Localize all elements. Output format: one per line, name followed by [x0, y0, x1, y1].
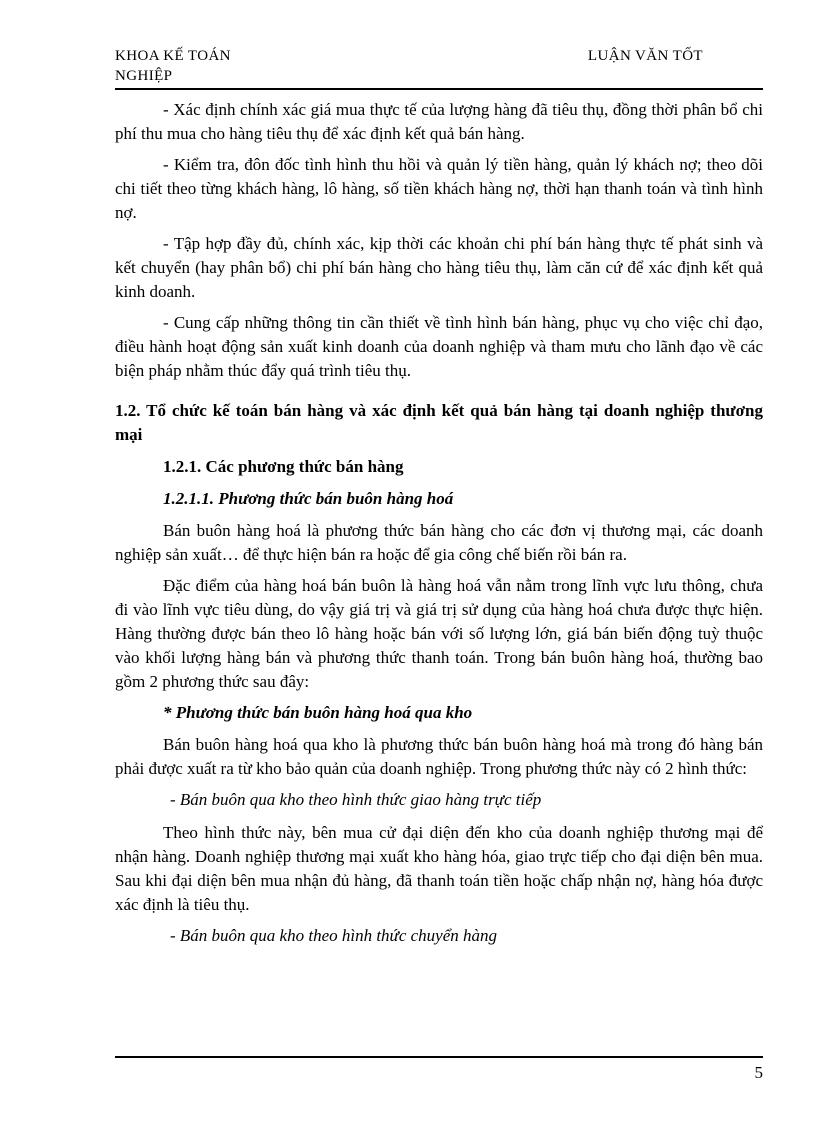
subsection-heading-1-2-1-1: 1.2.1.1. Phương thức bán buôn hàng hoá — [163, 489, 454, 508]
paragraph-task-3: - Tập hợp đầy đủ, chính xác, kịp thời các khoản chi phí bán hàng thực tế phát sinh và kết chuyển (hay phân bổ) chi phí bán hàng cho hàng tiêu thụ, làm căn cứ để xác định kết quả kinh doanh. — [115, 234, 763, 301]
paragraph-task-2: - Kiểm tra, đôn đốc tình hình thu hồi và quản lý tiền hàng, quản lý khách nợ; theo dõi chi tiết theo từng khách hàng, lô hàng, số tiền khách hàng nợ, thời hạn thanh toán và tình hình nợ. — [115, 155, 763, 222]
heading-phuong-thuc-qua-kho: * Phương thức bán buôn hàng hoá qua kho — [163, 703, 473, 722]
header-row-2 — [115, 66, 763, 86]
section-heading-1-2: 1.2. Tổ chức kế toán bán hàng và xác định kết quả bán hàng tại doanh nghiệp thương mại — [115, 401, 763, 444]
paragraph-giao-hang-truc-tiep-detail: Theo hình thức này, bên mua cử đại diện đến kho của doanh nghiệp thương mại để nhận hàng. Doanh nghiệp thương mại xuất kho hàng hóa, giao trực tiếp cho đại diện bên mua. Sau khi đại diện bên mua nhận đủ hàng, đã thanh toán tiền hoặc chấp nhận nợ, hàng hóa được xác định là tiêu thụ. — [115, 823, 763, 914]
header-left-wrap-text: NGHIỆP — [115, 68, 173, 84]
page-header — [115, 46, 763, 90]
list-item-chuyen-hang: - Bán buôn qua kho theo hình thức chuyển hàng — [170, 926, 498, 945]
paragraph-qua-kho-dinh-nghia: Bán buôn hàng hoá qua kho là phương thức bán buôn hàng hoá mà trong đó hàng bán phải được xuất ra từ kho bảo quản của doanh nghiệp. Trong phương thức này có 2 hình thức: — [115, 735, 763, 778]
header-right-text: LUẬN VĂN TỐT — [587, 48, 703, 64]
paragraph-dac-diem: Đặc điểm của hàng hoá bán buôn là hàng hoá vẫn nằm trong lĩnh vực lưu thông, chưa đi vào lĩnh vực tiêu dùng, do vậy giá trị và giá trị sử dụng của hàng hoá chưa được thực hiện. Hàng thường được bán theo lô hàng hoặc bán với số lượng lớn, giá bán biến động tuỳ thuộc vào khối lượng hàng bán và phương thức thanh toán. Trong bán buôn hàng hoá, thường bao gồm 2 phương thức sau đây: — [115, 576, 763, 691]
page-footer — [115, 1056, 763, 1083]
paragraph-task-1: - Xác định chính xác giá mua thực tế của lượng hàng đã tiêu thụ, đồng thời phân bổ chi phí thu mua cho hàng tiêu thụ để xác định kết quả bán hàng. — [115, 100, 763, 143]
header-row-1 — [115, 46, 763, 66]
list-item-giao-hang-truc-tiep: - Bán buôn qua kho theo hình thức giao hàng trực tiếp — [170, 790, 542, 809]
paragraph-task-4: - Cung cấp những thông tin cần thiết về tình hình bán hàng, phục vụ cho việc chỉ đạo, điều hành hoạt động sản xuất kinh doanh của doanh nghiệp và tham mưu cho lãnh đạo về các biện pháp nhằm thúc đẩy quá trình tiêu thụ. — [115, 313, 763, 380]
page-number: 5 — [754, 1063, 763, 1082]
header-left-text: KHOA KẾ TOÁN — [115, 48, 231, 64]
document-body — [115, 90, 763, 948]
subsection-heading-1-2-1: 1.2.1. Các phương thức bán hàng — [163, 457, 404, 476]
paragraph-ban-buon-intro: Bán buôn hàng hoá là phương thức bán hàng cho các đơn vị thương mại, các doanh nghiệp sản xuất… để thực hiện bán ra hoặc để gia công chế biến rồi bán ra. — [115, 521, 763, 564]
